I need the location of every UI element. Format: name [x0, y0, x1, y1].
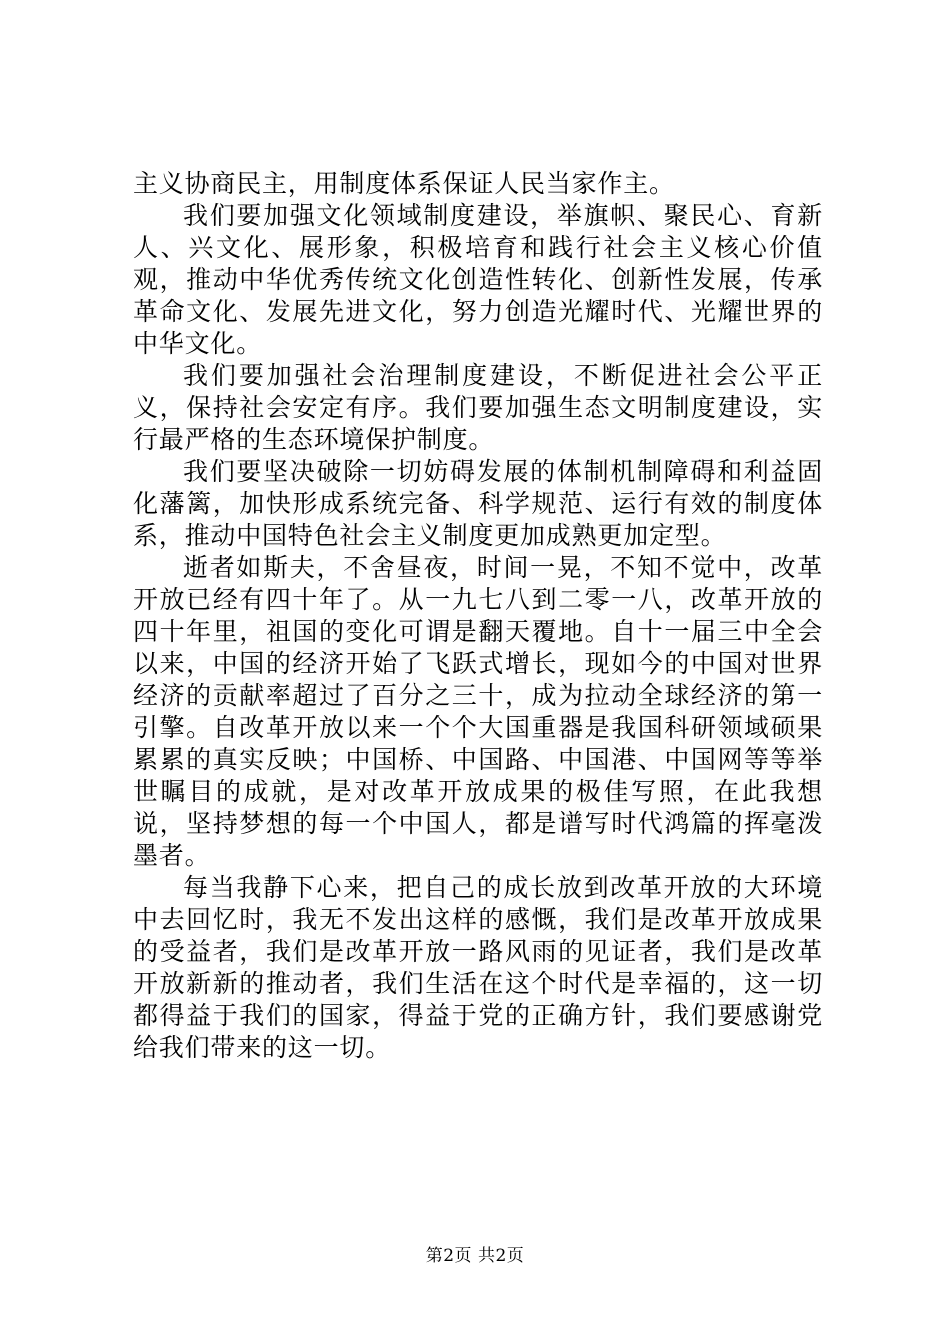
document-body	[133, 168, 823, 1064]
paragraph-continuation: 主义协商民主，用制度体系保证人民当家作主。	[133, 169, 675, 198]
paragraph-reform-system: 我们要坚决破除一切妨碍发展的体制机制障碍和利益固化藩篱，加快形成系统完备、科学规范、运行有效的制度体系，推动中国特色社会主义制度更加成熟更加定型。	[133, 457, 823, 550]
paragraph-forty-years: 逝者如斯夫，不舍昼夜，时间一晃，不知不觉中，改革开放已经有四十年了。从一九七八到二零一八，改革开放的四十年里，祖国的变化可谓是翻天覆地。自十一届三中全会以来，中国的经济开始了飞跃式增长，现如今的中国对世界经济的贡献率超过了百分之三十，成为拉动全球经济的第一引擎。自改革开放以来一个个大国重器是我国科研领域硕果累累的真实反映；中国桥、中国路、中国港、中国网等等举世瞩目的成就，是对改革开放成果的极佳写照，在此我想说，坚持梦想的每一个中国人，都是谱写时代鸿篇的挥毫泼墨者。	[133, 553, 823, 870]
page-footer: 第2页 共2页	[425, 1246, 525, 1266]
paragraph-reflection: 每当我静下心来，把自己的成长放到改革开放的大环境中去回忆时，我无不发出这样的感慨，我们是改革开放成果的受益者，我们是改革开放一路风雨的见证者，我们是改革开放新新的推动者，我们生活在这个时代是幸福的，这一切都得益于我们的国家，得益于党的正确方针，我们要感谢党给我们带来的这一切。	[133, 873, 823, 1062]
paragraph-culture: 我们要加强文化领域制度建设，举旗帜、聚民心、育新人、兴文化、展形象，积极培育和践行社会主义核心价值观，推动中华优秀传统文化创造性转化、创新性发展，传承革命文化、发展先进文化，努力创造光耀时代、光耀世界的中华文化。	[133, 201, 823, 358]
paragraph-social-governance: 我们要加强社会治理制度建设，不断促进社会公平正义，保持社会安定有序。我们要加强生态文明制度建设，实行最严格的生态环境保护制度。	[133, 361, 823, 454]
